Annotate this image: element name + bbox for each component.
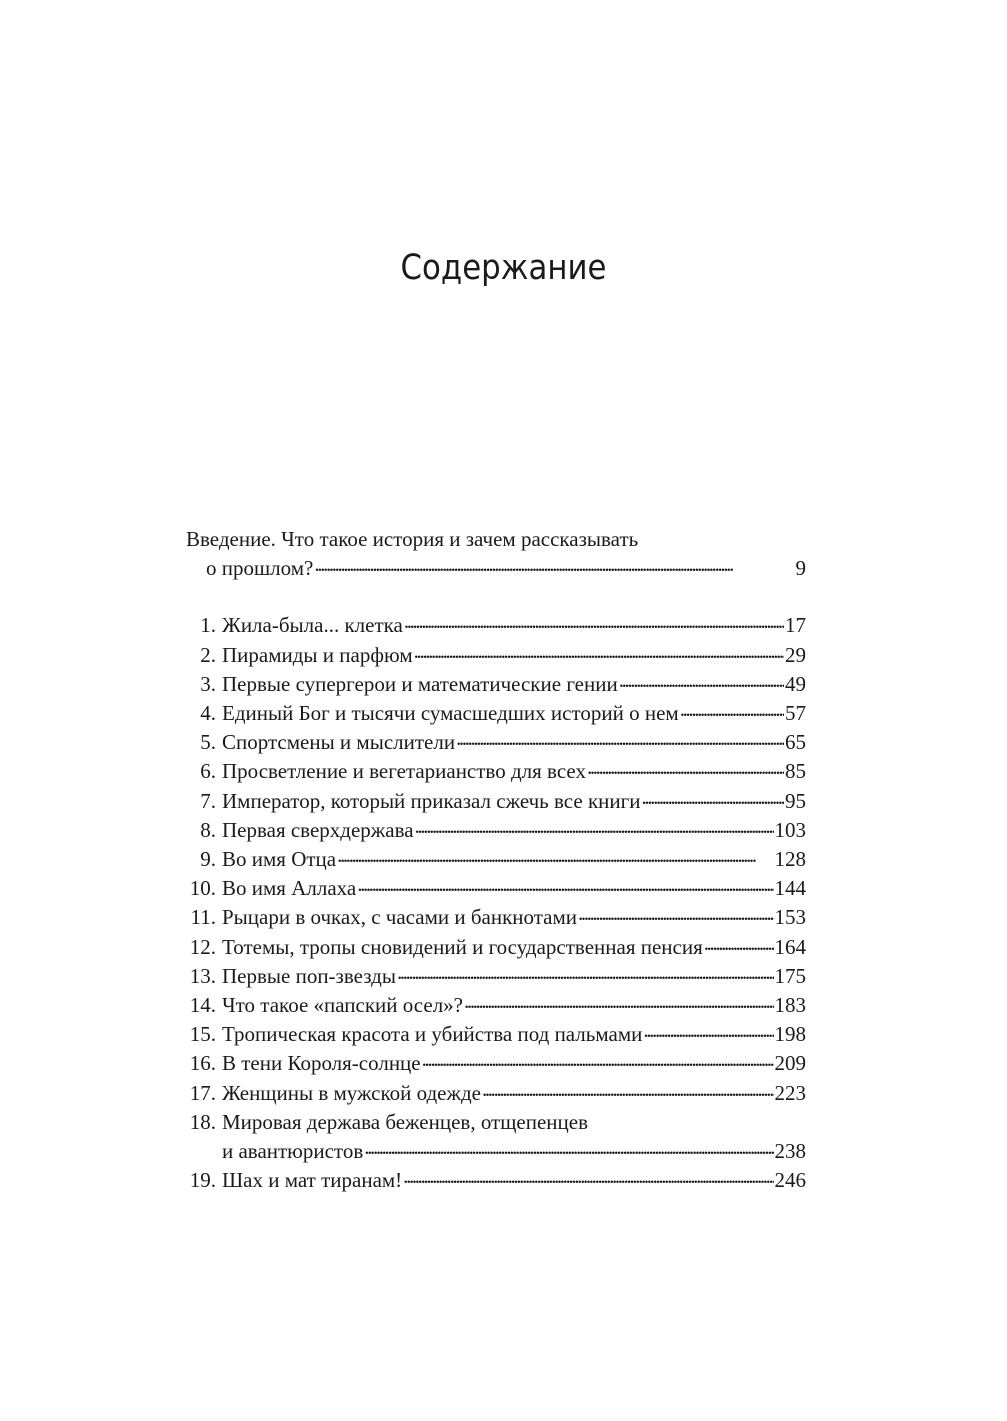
toc-entry-chapter-11[interactable] (186, 903, 806, 932)
toc-entry-chapter-12[interactable] (186, 933, 806, 962)
toc-entry-chapter-19[interactable] (186, 1166, 806, 1195)
dot-leader (415, 818, 774, 839)
toc-entry-title: Первая сверхдержава (222, 817, 414, 842)
dot-leader (422, 1052, 774, 1073)
toc-entry-title: Император, который приказал сжечь все книги (222, 788, 641, 813)
toc-entry-page: 103 (774, 817, 806, 842)
toc-entry-chapter-15[interactable] (186, 1020, 806, 1049)
toc-entry-chapter-10[interactable] (186, 874, 806, 903)
toc-entry-title: Рыцари в очках, с часами и банкнотами (222, 905, 578, 930)
toc-entry-line (186, 525, 806, 554)
toc-entry-page: 209 (774, 1051, 806, 1076)
toc-entry-line (186, 670, 806, 699)
toc-entry-title: Введение. Что такое история и зачем рассказывать (186, 527, 639, 551)
toc-entry-title: Единый Бог и тысячи сумасшедших историй о нем (222, 701, 679, 726)
dot-leader (587, 760, 784, 781)
toc-entry-number: 14. (189, 993, 216, 1018)
toc-entry-title-continued: и авантюристов (222, 1139, 364, 1164)
dot-leader (619, 672, 784, 693)
dot-leader (337, 847, 773, 868)
toc-entry-title: Мировая держава беженцев, отщепенцев (222, 1109, 588, 1134)
toc-entry-title: Женщины в мужской одежде (222, 1080, 481, 1105)
dot-leader (314, 556, 794, 577)
toc-entry-page: 57 (785, 701, 806, 726)
toc-entry-chapter-5[interactable] (186, 728, 806, 757)
toc-entry-line (186, 1079, 806, 1108)
toc-entry-number: 11. (190, 905, 216, 930)
toc-entry-page: 223 (774, 1080, 806, 1105)
toc-entry-chapter-4[interactable] (186, 699, 806, 728)
toc-entry-title: Спортсмены и мыслители (222, 730, 456, 755)
toc-entry-line (186, 903, 806, 932)
toc-entry-number: 18. (189, 1109, 216, 1134)
toc-entry-line (186, 1137, 806, 1166)
toc-entry-number: 10. (189, 876, 216, 901)
toc-entry-title: Пирамиды и парфюм (222, 642, 413, 667)
toc-entry-number: 7. (200, 788, 216, 813)
dot-leader (464, 993, 773, 1014)
toc-entry-title: Первые супергерои и математические гении (222, 671, 618, 696)
toc-entry-number: 12. (189, 934, 216, 959)
toc-entry-chapter-17[interactable] (186, 1079, 806, 1108)
toc-entry-number: 2. (200, 642, 216, 667)
toc-entry-number: 5. (200, 730, 216, 755)
toc-entry-line (186, 728, 806, 757)
toc-entry-title: Что такое «папский осел»? (222, 993, 464, 1018)
dot-leader (482, 1081, 774, 1102)
toc-entry-title: Просветление и вегетарианство для всех (222, 759, 586, 784)
toc-entry-chapter-6[interactable] (186, 757, 806, 786)
toc-entry-page: 49 (785, 671, 806, 696)
toc-entry-line (186, 1020, 806, 1049)
dot-leader (643, 1022, 773, 1043)
toc-entry-title: Тотемы, тропы сновидений и государственная пенсия (222, 934, 703, 959)
toc-entry-line (186, 554, 806, 583)
toc-entry-chapter-18[interactable] (186, 1108, 806, 1166)
dot-leader (578, 906, 773, 927)
toc-entry-page: 17 (785, 613, 806, 638)
page-title: Содержание (400, 248, 607, 288)
toc-entry-line (186, 991, 806, 1020)
toc-entry-page: 85 (785, 759, 806, 784)
toc-entry-number: 1. (200, 613, 216, 638)
dot-leader (364, 1139, 773, 1160)
toc-entry-page: 164 (774, 934, 806, 959)
toc-entry-title: Первые поп-звезды (222, 963, 396, 988)
toc-entry-chapter-1[interactable] (186, 611, 806, 640)
toc-entry-line (186, 1049, 806, 1078)
toc-entry-page: 95 (785, 788, 806, 813)
toc-entry-line (186, 699, 806, 728)
toc-entry-page: 128 (774, 847, 806, 872)
toc-entry-page: 246 (774, 1168, 806, 1193)
toc-entry-title: Тропическая красота и убийства под пальмами (222, 1022, 643, 1047)
toc-entry-line (186, 1108, 806, 1137)
toc-entry-title: Во имя Аллаха (222, 876, 357, 901)
toc-entry-chapter-7[interactable] (186, 787, 806, 816)
toc-entry-line (186, 641, 806, 670)
toc-entry-page: 198 (774, 1022, 806, 1047)
toc-entry-chapter-9[interactable] (186, 845, 806, 874)
dot-leader (704, 935, 774, 956)
dot-leader (414, 643, 784, 664)
toc-entry-number: 6. (200, 759, 216, 784)
toc-entry-number: 15. (189, 1022, 216, 1047)
toc-entry-line (186, 874, 806, 903)
table-of-contents (186, 525, 806, 1195)
toc-entry-line (186, 787, 806, 816)
toc-entry-number: 4. (200, 701, 216, 726)
dot-leader (680, 701, 784, 722)
toc-entry-page: 175 (774, 963, 806, 988)
chapter-list (186, 611, 806, 1107)
toc-entry-page: 65 (785, 730, 806, 755)
toc-entry-line (186, 845, 806, 874)
toc-entry-number: 16. (189, 1051, 216, 1076)
toc-entry-page: 144 (774, 876, 806, 901)
toc-entry-page: 29 (785, 642, 806, 667)
toc-entry-line (186, 757, 806, 786)
toc-entry-number: 13. (189, 963, 216, 988)
toc-entry-line (186, 1166, 806, 1195)
toc-entry-line (186, 962, 806, 991)
toc-entry-introduction[interactable] (186, 525, 806, 583)
toc-entry-page: 153 (774, 905, 806, 930)
dot-leader (641, 789, 784, 810)
toc-entry-page: 183 (774, 993, 806, 1018)
toc-entry-chapter-14[interactable] (186, 991, 806, 1020)
dot-leader (404, 614, 784, 635)
toc-entry-line (186, 611, 806, 640)
toc-entry-title-continued: о прошлом? (206, 556, 314, 581)
toc-entry-title: Жила-была... клетка (222, 613, 403, 638)
dot-leader (397, 964, 774, 985)
toc-entry-number: 17. (189, 1080, 216, 1105)
dot-leader (403, 1168, 773, 1189)
toc-entry-chapter-2[interactable] (186, 641, 806, 670)
toc-entry-page: 9 (795, 556, 806, 581)
toc-entry-title: Шах и мат тиранам! (222, 1168, 403, 1193)
toc-entry-chapter-3[interactable] (186, 670, 806, 699)
toc-entry-title: В тени Короля-солнце (222, 1051, 421, 1076)
dot-leader (456, 730, 784, 751)
toc-entry-number: 3. (200, 671, 216, 696)
toc-entry-number: 9. (200, 847, 216, 872)
toc-entry-title: Во имя Отца (222, 847, 337, 872)
toc-entry-chapter-8[interactable] (186, 816, 806, 845)
toc-entry-number: 19. (189, 1168, 216, 1193)
dot-leader (357, 876, 773, 897)
toc-entry-chapter-16[interactable] (186, 1049, 806, 1078)
toc-entry-line (186, 816, 806, 845)
toc-entry-page: 238 (774, 1139, 806, 1164)
toc-entry-chapter-13[interactable] (186, 962, 806, 991)
toc-entry-number: 8. (200, 817, 216, 842)
toc-entry-line (186, 933, 806, 962)
